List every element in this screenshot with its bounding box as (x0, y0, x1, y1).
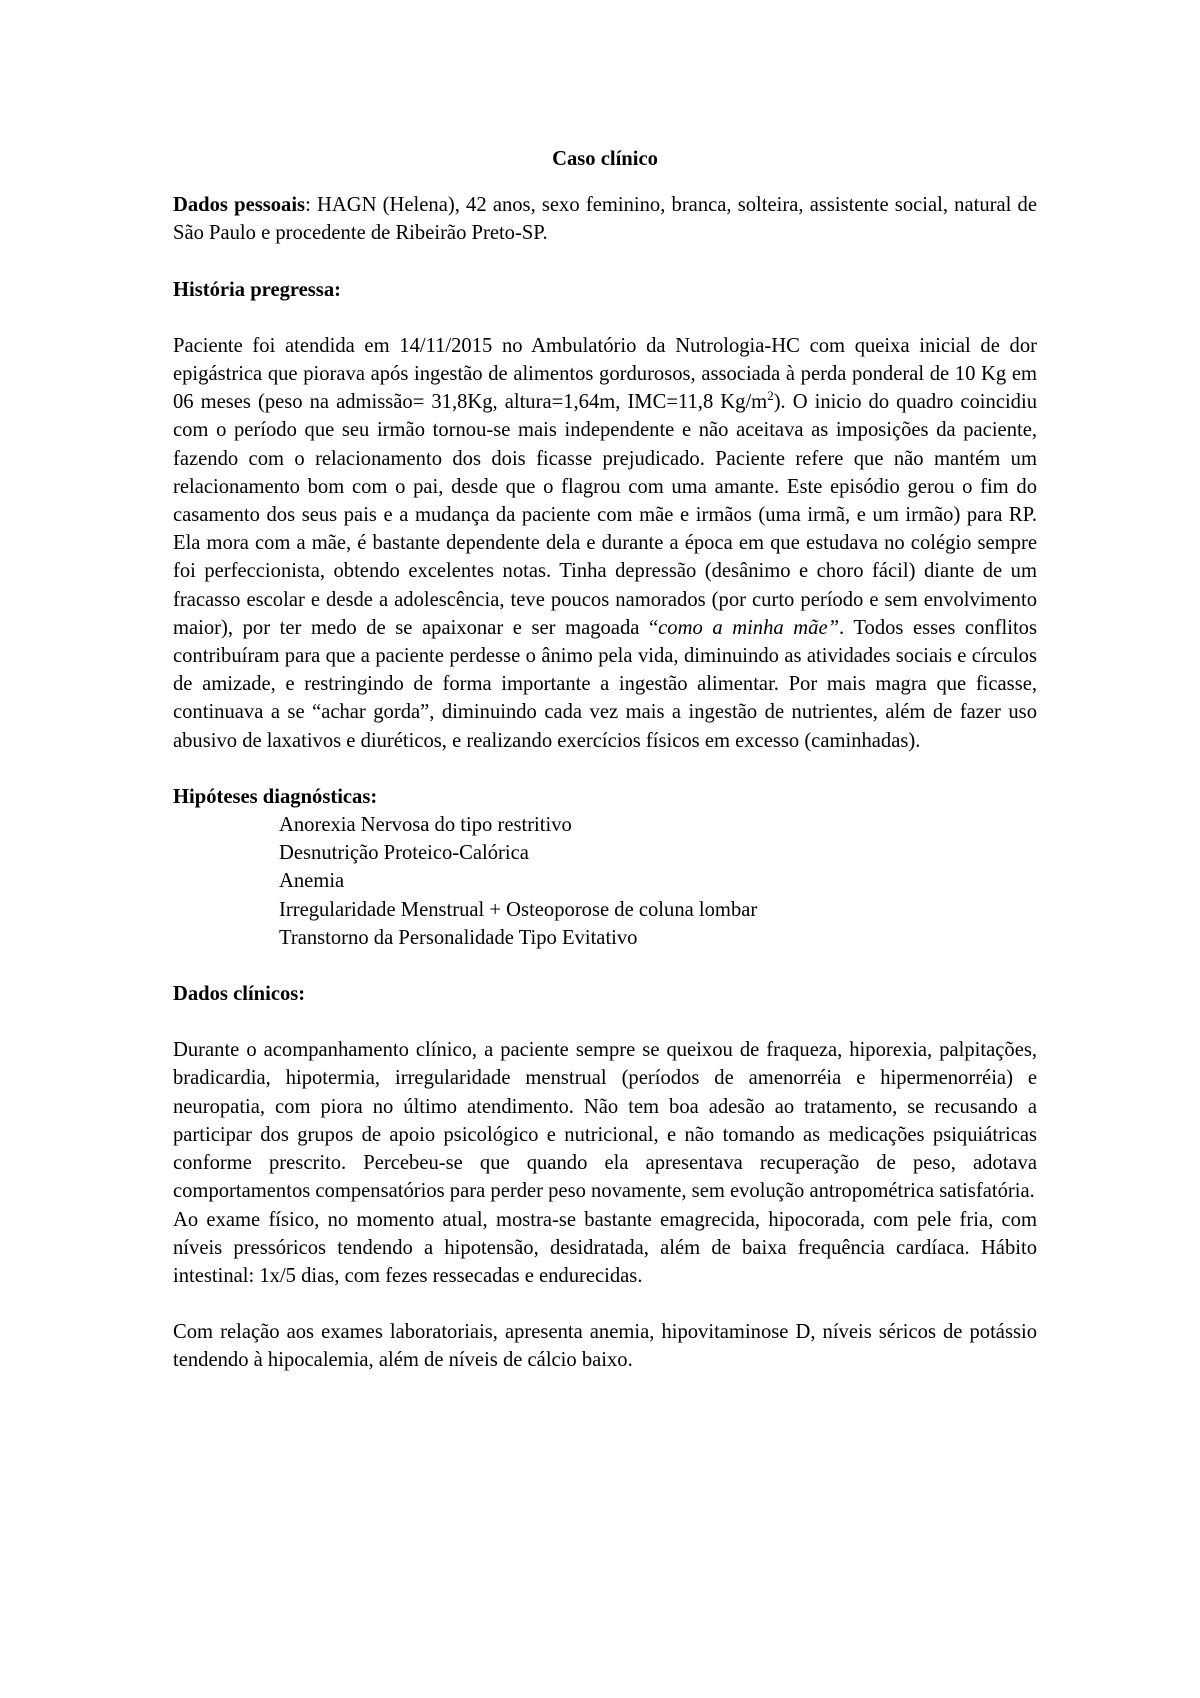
clinical-paragraph-1: Durante o acompanhamento clínico, a paciente sempre se queixou de fraqueza, hiporexia, palpitações, bradicardia, hipotermia, irregularidade menstrual (períodos de amenorréia e hipermenorréia) e neuropatia, com piora no último atendimento. Não tem boa adesão ao tratamento, se recusando a participar dos grupos de apoio psicológico e nutricional, e não tomando as medicações psiquiátricas conforme prescrito. Percebeu-se que quando ela apresentava recuperação de peso, adotava comportamentos compensatórios para perder peso novamente, sem evolução antropométrica satisfatória. (173, 1039, 1037, 1203)
history-quote: como a minha mãe” (658, 616, 840, 639)
spacer (173, 248, 1037, 276)
clinical-paragraph-3: Com relação aos exames laboratoriais, apresenta anemia, hipovitaminose D, níveis séricos de potássio tendendo à hipocalemia, além de níveis de cálcio baixo. (173, 1321, 1037, 1372)
document-title: Caso clínico (552, 148, 658, 170)
history-text-part1: Paciente foi atendida em 14/11/2015 no Ambulatório da Nutrologia-HC com queixa inicial de dor epigástrica que piorava após ingestão de alimentos gordurosos, associada à perda ponderal de 10 Kg em 06 meses (peso na admissão= 31,8Kg, altura=1,64m, IMC=11,8 Kg/m (173, 334, 1037, 414)
spacer (173, 755, 1037, 783)
history-text-part3: . Todos esses conflitos contribuíram para que a paciente perdesse o ânimo pela vida, diminuindo as atividades sociais e círculos de amizade, e restringindo de forma importante a ingestão alimentar. Por mais magra que ficasse, continuava a se “achar gorda”, diminuindo cada vez mais a ingestão de nutrientes, além de fazer uso abusivo de laxativos e diuréticos, e realizando exercícios físicos em excesso (caminhadas). (173, 616, 1037, 752)
diagnoses-heading: Hipóteses diagnósticas: (173, 785, 378, 808)
clinical-heading: Dados clínicos: (173, 983, 306, 1006)
history-text-part2: ). O inicio do quadro coincidiu com o período que seu irmão tornou-se mais independente e não aceitava as imposições da paciente, fazendo com o relacionamento dos dois ficasse prejudicado. Paciente refere que não mantém um relacionamento bom com o pai, desde que o flagrou com uma amante. Este episódio gerou o fim do casamento dos seus pais e a mudança da paciente com mãe e irmãos (uma irmã, e um irmão) para RP. Ela mora com a mãe, é bastante dependente dela e durante a época em que estudava no colégio sempre foi perfeccionista, obtendo excelentes notas. Tinha depressão (desânimo e choro fácil) diante de um fracasso escolar e desde a adolescência, teve poucos namorados (por curto período e sem envolvimento maior), por ter medo de se apaixonar e ser magoada “ (173, 391, 1038, 639)
personal-data-text: : HAGN (Helena), 42 anos, sexo feminino, branca, solteira, assistente social, natural de São Paulo e procedente de Ribeirão Preto-SP. (173, 194, 1037, 245)
diagnosis-item: Desnutrição Proteico-Calórica (279, 842, 529, 865)
clinical-paragraph-2: Ao exame físico, no momento atual, mostra-se bastante emagrecida, hipocorada, com pele fria, com níveis pressóricos tendendo a hipotensão, desidratada, além de baixa frequência cardíaca. Hábito intestinal: 1x/5 dias, com fezes ressecadas e endurecidas. (173, 1208, 1037, 1287)
history-superscript: 2 (767, 388, 774, 404)
history-heading: História pregressa: (173, 278, 341, 301)
spacer (173, 1008, 1037, 1036)
spacer (173, 304, 1037, 332)
spacer (173, 952, 1037, 980)
diagnosis-item: Transtorno da Personalidade Tipo Evitativo (279, 926, 638, 949)
history-paragraph (173, 332, 1037, 755)
diagnosis-item: Anemia (279, 870, 345, 893)
document-content (173, 145, 1037, 1375)
personal-data-label: Dados pessoais (173, 194, 306, 217)
personal-data-paragraph (173, 191, 1037, 247)
diagnosis-item: Irregularidade Menstrual + Osteoporose de coluna lombar (279, 898, 758, 921)
diagnoses-list (173, 811, 1037, 952)
spacer (173, 1290, 1037, 1318)
diagnosis-item: Anorexia Nervosa do tipo restritivo (279, 814, 572, 837)
